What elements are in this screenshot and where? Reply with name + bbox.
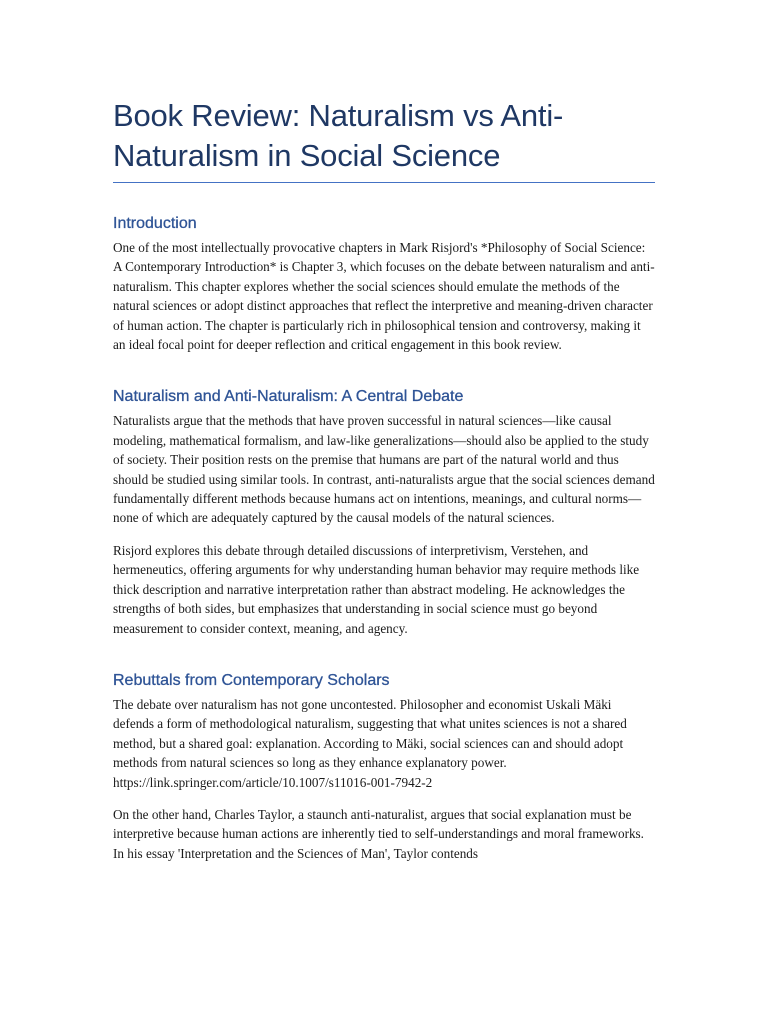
section-paragraph: The debate over naturalism has not gone uncontested. Philosopher and economist Uskali Mäki defends a form of methodological naturalism, suggesting that what unites sciences is not a shared method, but a shared goal: explanation. According to Mäki, social sciences can and should adopt methods from natural sciences so long as they enhance explanatory power. (113, 696, 627, 771)
section-heading: Rebuttals from Contemporary Scholars (113, 671, 390, 689)
section-naturalism-debate (113, 387, 655, 637)
section-paragraph: One of the most intellectually provocative chapters in Mark Risjord's *Philosophy of Social Science: A Contemporary Introduction* is Chapter 3, which focuses on the debate between naturalism and anti-naturalism. This chapter explores whether the social sciences should emulate the methods of the natural sciences or adopt distinct approaches that reflect the interpretive and meaning-driven character of human action. The chapter is particularly rich in philosophical tension and controversy, making it an ideal focal point for deeper reflection and critical engagement in this book review. (113, 240, 655, 353)
section-paragraph: Risjord explores this debate through detailed discussions of interpretivism, Verstehen, and hermeneutics, offering arguments for why understanding human behavior may require methods like thick description and narrative interpretation rather than abstract modeling. He acknowledges the strengths of both sides, but emphasizes that understanding in social science must go beyond measurement to consider context, meaning, and agency. (113, 542, 640, 636)
document-page (113, 96, 655, 863)
section-heading: Naturalism and Anti-Naturalism: A Central Debate (113, 388, 464, 406)
section-rebuttals (113, 671, 655, 863)
section-paragraph: On the other hand, Charles Taylor, a staunch anti-naturalist, argues that social explanation must be interpretive because human actions are inherently tied to self-understandings and moral frameworks. In his essay 'Interpretation and the Sciences of Man', Taylor contends (113, 806, 644, 861)
section-heading: Introduction (113, 215, 197, 232)
section-paragraph: Naturalists argue that the methods that have proven successful in natural sciences—like causal modeling, mathematical formalism, and law-like generalizations—should also be applied to the study of society. Their position rests on the premise that humans are part of the natural world and thus should be studied using similar tools. In contrast, anti-naturalists argue that the social sciences demand fundamentally different methods because humans act on intentions, meanings, and cultural norms—none of which are adequately captured by the causal models of the natural sciences. (113, 413, 655, 526)
document-title-line2: Naturalism in Social Science (113, 138, 501, 173)
section-introduction (113, 214, 655, 354)
document-title-line1: Book Review: Naturalism vs Anti- (113, 98, 564, 133)
reference-link[interactable]: https://link.springer.com/article/10.1007/s11016-001-7942-2 (113, 774, 433, 790)
document-title (113, 96, 655, 176)
title-underline (113, 182, 655, 183)
